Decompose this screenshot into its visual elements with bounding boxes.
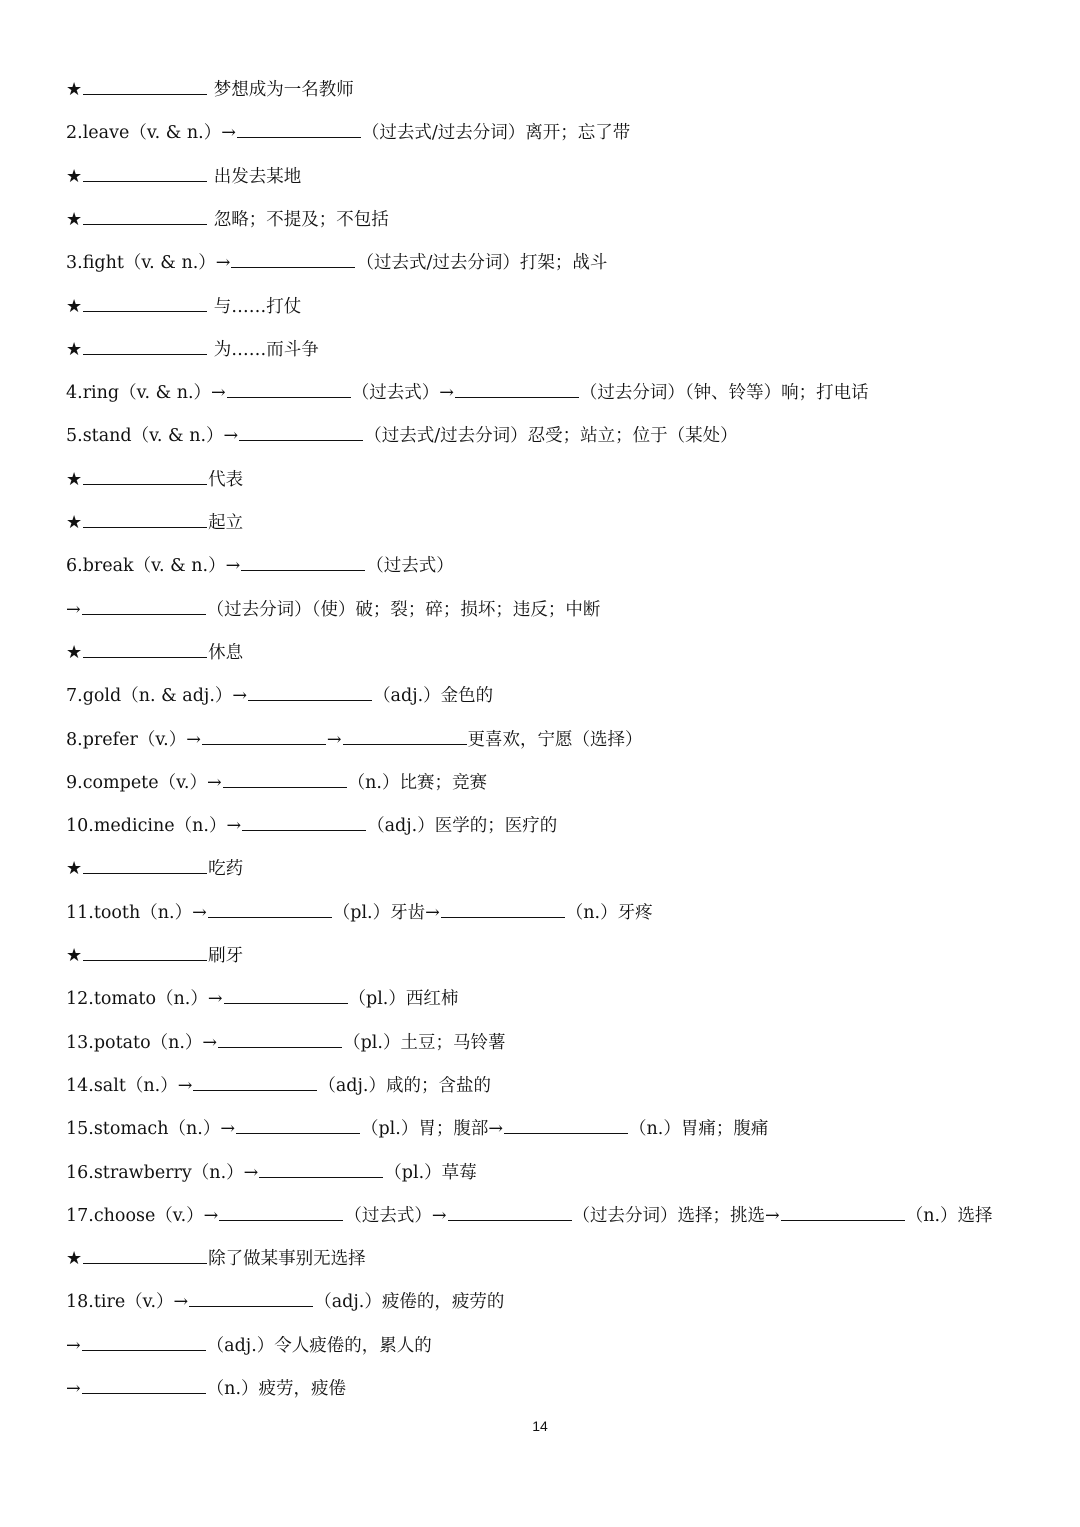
line-text: 与……打仗 [208,296,302,317]
fill-in-blank[interactable] [193,1072,317,1091]
line-text: （adj.）令人疲倦的，累人的 [206,1335,432,1356]
vocab-line [66,1159,477,1183]
vocab-line [66,596,600,620]
fill-in-blank[interactable] [202,726,326,745]
vocab-line [66,726,643,750]
fill-in-blank[interactable] [83,639,207,658]
vocab-line [66,899,653,923]
fill-in-blank[interactable] [237,119,361,138]
vocab-line [66,379,869,403]
fill-in-blank[interactable] [83,466,207,485]
vocab-line [66,509,243,533]
vocab-line [66,942,243,966]
line-text: → [66,1379,81,1399]
fill-in-blank[interactable] [82,1332,206,1351]
line-text: 更喜欢，宁愿（选择） [467,729,643,750]
line-text: （过去式） [366,556,454,577]
fill-in-blank[interactable] [223,769,347,788]
vocab-line [66,1029,505,1053]
line-text: （过去分词）（钟、铃等）响；打电话 [579,383,869,404]
line-text: （adj.）咸的；含盐的 [318,1075,491,1096]
vocab-line [66,1115,768,1139]
line-text: 10.medicine（n.）→ [66,816,242,837]
line-text: 吃药 [208,859,244,880]
line-text: 出发去某地 [208,166,302,187]
line-text: 梦想成为一名教师 [208,80,354,100]
vocab-line [66,422,738,446]
line-text: 2.leave（v. & n.）→ [66,123,236,144]
fill-in-blank[interactable] [83,855,207,874]
vocab-line [66,1245,366,1269]
vocab-line [66,466,243,490]
fill-in-blank[interactable] [82,1375,206,1394]
fill-in-blank[interactable] [224,985,348,1004]
star-icon: ★ [66,1248,83,1270]
line-text: （n.）比赛；竞赛 [347,772,487,793]
vocab-line [66,119,630,143]
line-text: 除了做某事别无选择 [208,1249,366,1270]
page-number: 14 [532,1418,548,1434]
fill-in-blank[interactable] [241,552,365,571]
star-icon: ★ [66,641,83,663]
line-text: （过去式/过去分词）打架；战斗 [356,253,608,274]
star-icon: ★ [66,468,83,490]
vocab-line [66,336,319,360]
line-text: 9.compete（v.）→ [66,772,222,793]
vocab-line [66,1375,346,1399]
line-text: （过去式）→ [344,1205,447,1226]
star-icon: ★ [66,208,83,230]
fill-in-blank[interactable] [441,899,565,918]
vocab-line [66,682,493,706]
fill-in-blank[interactable] [83,163,207,182]
fill-in-blank[interactable] [83,293,207,312]
fill-in-blank[interactable] [231,249,355,268]
vocab-line [66,76,354,100]
vocab-line [66,769,487,793]
line-text: （pl.）西红柿 [348,989,459,1010]
line-text: 17.choose（v.）→ [66,1205,219,1226]
fill-in-blank[interactable] [343,726,467,745]
vocab-line [66,249,607,273]
fill-in-blank[interactable] [208,899,332,918]
star-icon: ★ [66,295,83,317]
star-icon: ★ [66,512,83,533]
fill-in-blank[interactable] [219,1202,343,1221]
line-text: （n.）牙疼 [565,902,653,923]
fill-in-blank[interactable] [227,379,351,398]
line-text: 18.tire（v.）→ [66,1292,189,1313]
line-text: 代表 [208,469,244,490]
line-text: （过去分词）（使）破；裂；碎；损坏；违反；中断 [206,599,601,620]
fill-in-blank[interactable] [504,1115,628,1134]
line-text: （pl.）土豆；马铃薯 [343,1032,506,1053]
fill-in-blank[interactable] [239,422,363,441]
fill-in-blank[interactable] [242,812,366,831]
vocab-line [66,293,301,317]
vocab-line [66,1288,504,1312]
line-text: 14.salt（n.）→ [66,1075,193,1096]
line-text: 15.stomach（n.）→ [66,1119,235,1140]
vocab-line [66,1072,491,1096]
line-text: 16.strawberry（n.）→ [66,1162,259,1183]
fill-in-blank[interactable] [83,206,207,225]
line-text: （adj.）金色的 [373,686,494,707]
fill-in-blank[interactable] [83,336,207,355]
line-text: 13.potato（n.）→ [66,1032,218,1053]
line-text: （pl.）胃；腹部→ [360,1119,504,1140]
line-text: → [66,1335,81,1356]
vocab-line [66,1332,432,1356]
fill-in-blank[interactable] [218,1029,342,1048]
line-text: 刷牙 [208,946,244,966]
vocab-line [66,639,243,663]
fill-in-blank[interactable] [236,1115,360,1134]
fill-in-blank[interactable] [83,509,207,528]
vocab-line [66,163,301,187]
fill-in-blank[interactable] [83,1245,207,1264]
star-icon: ★ [66,858,83,880]
line-text: （adj.）疲倦的，疲劳的 [314,1292,505,1313]
fill-in-blank[interactable] [82,596,206,615]
line-text: 11.tooth（n.）→ [66,902,207,923]
line-text: （过去分词）选择；挑选→ [572,1205,780,1226]
line-text: （n.）选择 [905,1205,993,1226]
line-text: （n.）胃痛；腹痛 [629,1119,769,1140]
line-text: （过去式）→ [351,383,454,404]
vocab-line [66,985,458,1009]
vocab-line [66,855,243,879]
line-text: 7.gold（n. & adj.）→ [66,686,248,707]
line-text: （pl.）草莓 [384,1162,477,1183]
line-text: 6.break（v. & n.）→ [66,556,241,577]
vocab-line [66,812,557,836]
line-text: 为……而斗争 [208,339,319,360]
fill-in-blank[interactable] [781,1202,905,1221]
line-text: → [326,729,342,750]
line-text: 8.prefer（v.）→ [66,729,201,750]
line-text: 4.ring（v. & n.）→ [66,383,226,404]
fill-in-blank[interactable] [83,942,207,961]
line-text: 12.tomato（n.）→ [66,989,223,1010]
line-text: （pl.）牙齿→ [332,902,440,923]
star-icon: ★ [66,945,83,966]
vocab-line [66,552,454,576]
vocab-line [66,206,389,230]
line-text: （adj.）医学的；医疗的 [367,816,558,837]
line-text: → [66,599,81,620]
fill-in-blank[interactable] [259,1159,383,1178]
vocab-line [66,1202,993,1226]
star-icon: ★ [66,79,83,100]
line-text: 忽略；不提及；不包括 [208,209,389,230]
line-text: （过去式/过去分词）忍受；站立；位于（某处） [364,426,738,447]
star-icon: ★ [66,165,83,187]
star-icon: ★ [66,338,83,360]
fill-in-blank[interactable] [248,682,372,701]
line-text: 3.fight（v. & n.）→ [66,253,231,274]
fill-in-blank[interactable] [83,76,207,95]
fill-in-blank[interactable] [448,1202,572,1221]
line-text: （过去式/过去分词）离开；忘了带 [361,123,631,144]
line-text: 起立 [208,513,244,533]
line-text: 休息 [208,642,244,663]
line-text: 5.stand（v. & n.）→ [66,426,239,447]
fill-in-blank[interactable] [455,379,579,398]
fill-in-blank[interactable] [189,1288,313,1307]
line-text: （n.）疲劳，疲倦 [206,1379,347,1399]
